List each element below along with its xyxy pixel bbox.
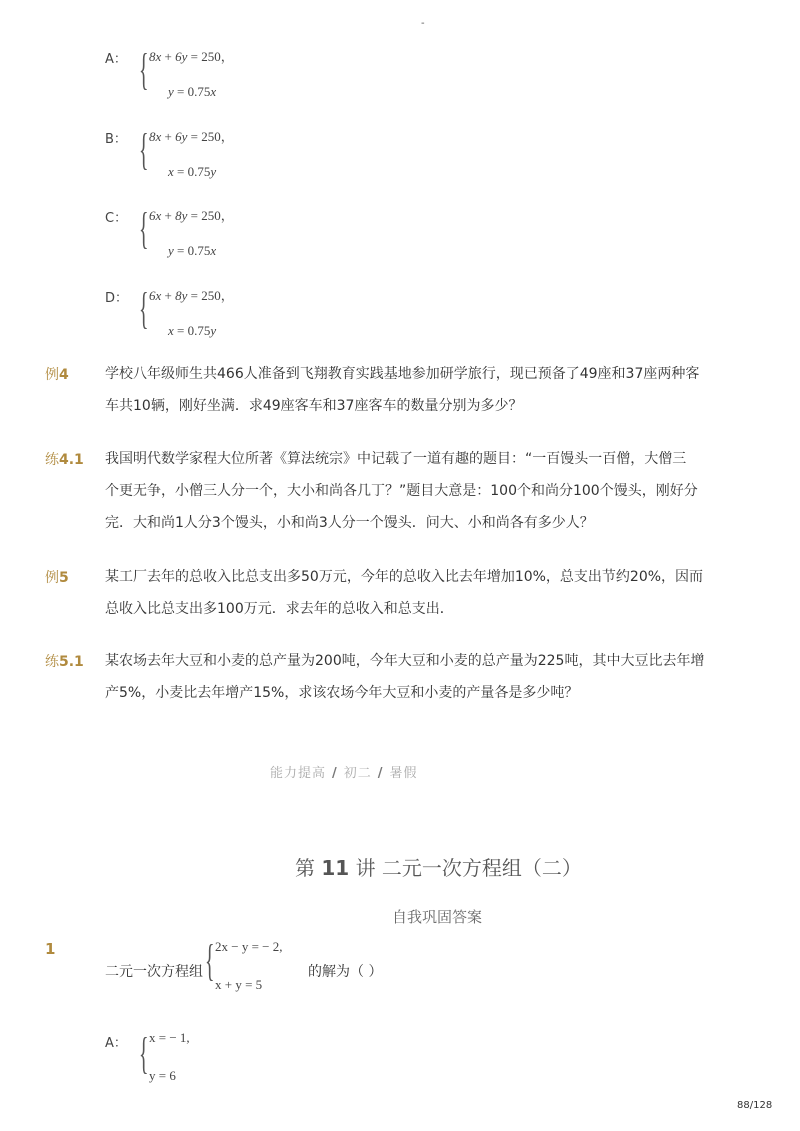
question-text-after: 的解为（ ） [308, 964, 383, 980]
example-label: 例5 [45, 570, 69, 586]
example-label: 例4 [45, 367, 69, 383]
breadcrumb-item: 能力提高 [270, 766, 327, 781]
equation-1: x = − 1, [149, 1030, 190, 1045]
left-brace-icon: { [139, 45, 149, 94]
breadcrumb-item: 初二 [343, 766, 372, 781]
equation-2: x = 0.75y [168, 323, 217, 338]
option-label: A： [105, 1036, 127, 1051]
option-c [105, 205, 305, 265]
option-label: A： [105, 52, 127, 67]
option-a [105, 46, 305, 106]
header-mark: - [421, 18, 425, 29]
breadcrumb-item: 暑假 [389, 766, 418, 781]
practice-text: 我国明代数学家程大位所著《算法统宗》中记载了一道有趣的题目：“一百馒头一百僧，大僧三 个更无争，小僧三人分一个，大小和尚各几丁？”题目大意是：100个和尚分100个馒头，刚好分 完．大和尚1人分3个馒头，小和尚3人分一个馒头．问大、小和尚各有多少人？ [105, 451, 698, 531]
example-text: 某工厂去年的总收入比总支出多50万元，今年的总收入比去年增加10%，总支出节约20%，因而 总收入比总支出多100万元．求去年的总收入和总支出． [105, 569, 704, 617]
practice-label: 练4.1 [45, 452, 84, 468]
equation-2: x + y = 5 [215, 977, 263, 992]
question-1 [105, 935, 505, 995]
equation-1: 8x + 6y = 250， [149, 49, 234, 64]
option-label: C： [105, 211, 128, 226]
option-label: B： [105, 132, 127, 147]
practice-label: 练5.1 [45, 654, 84, 670]
page-number: 88/128 [737, 1100, 773, 1111]
equation-2: y = 0.75x [168, 243, 217, 258]
equation-1: 8x + 6y = 250， [149, 129, 234, 144]
left-brace-icon: { [139, 1029, 149, 1078]
equation-1: 2x − y = − 2, [215, 939, 283, 954]
practice-text: 某农场去年大豆和小麦的总产量为200吨，今年大豆和小麦的总产量为225吨，其中大豆比去年增 产5%，小麦比去年增产15%，求该农场今年大豆和小麦的产量各是多少吨？ [105, 653, 705, 701]
option-a-answer [105, 1030, 305, 1090]
option-label: D： [105, 291, 129, 306]
question-text-before: 二元一次方程组 [105, 964, 203, 980]
left-brace-icon: { [139, 125, 149, 174]
lecture-title: 第 11 讲 二元一次方程组（二） [295, 856, 582, 880]
equation-2: x = 0.75y [168, 164, 217, 179]
breadcrumb-separator: / [377, 766, 384, 781]
equation-1: 6x + 8y = 250， [149, 288, 234, 303]
example-text: 学校八年级师生共466人准备到飞翔教育实践基地参加研学旅行，现已预备了49座和37座两种客 车共10辆，刚好坐满．求49座客车和37座客车的数量分别为多少？ [105, 366, 700, 414]
option-b [105, 126, 305, 186]
left-brace-icon: { [205, 936, 215, 985]
option-d [105, 285, 305, 345]
question-number: 1 [45, 940, 56, 958]
footer-breadcrumb [270, 762, 418, 781]
equation-1: 6x + 8y = 250， [149, 208, 234, 223]
section-title: 自我巩固答案 [392, 908, 483, 926]
left-brace-icon: { [139, 284, 149, 333]
equation-2: y = 6 [149, 1068, 176, 1083]
equation-2: y = 0.75x [168, 84, 217, 99]
breadcrumb-separator: / [332, 766, 338, 781]
left-brace-icon: { [139, 204, 149, 253]
